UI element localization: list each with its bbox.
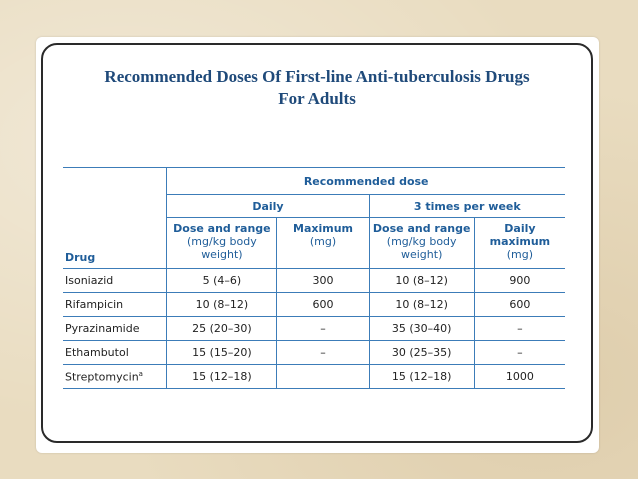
dose-table [63,167,565,389]
table-row [63,269,565,293]
table-row [63,365,565,389]
daily-max-column-header [277,218,369,269]
header-row-frequency [63,195,565,218]
weekly-dose: 10 (8–12) [369,269,474,293]
col-sub-text: (mg) [309,235,337,248]
drug-column-header: Drug [65,251,96,264]
dose-table-wrapper [63,167,565,389]
header-blank-2 [63,195,167,218]
drug-name-cell [63,365,167,389]
weekly-dose: 15 (12–18) [369,365,474,389]
weekly-max-column-header [474,218,565,269]
col-sub-text: weight) [400,248,443,261]
daily-dose: 15 (15–20) [167,341,277,365]
weekly-max: 600 [474,293,565,317]
daily-max [277,365,369,389]
weekly-max: – [474,341,565,365]
col-sub-text: (mg/kg body [187,235,257,248]
col-head-text: Maximum [293,222,353,235]
daily-max: 600 [277,293,369,317]
col-head-text: Dose and range [173,222,271,235]
daily-max: 300 [277,269,369,293]
col-head-text: Dose and range [372,222,471,235]
weekly-max: 900 [474,269,565,293]
daily-dose: 10 (8–12) [167,293,277,317]
col-sub-text: (mg/kg body [386,235,457,248]
table-row [63,293,565,317]
daily-dose: 25 (20–30) [167,317,277,341]
daily-dose-column-header [167,218,277,269]
daily-max: – [277,317,369,341]
header-row-recommended [63,168,565,195]
title-line-1: Recommended Doses Of First-line Anti-tuberculosis Drugs [104,67,530,86]
weekly-dose: 35 (30–40) [369,317,474,341]
weekly-max: – [474,317,565,341]
drug-name: Ethambutol [63,341,167,365]
weekly-max: 1000 [474,365,565,389]
col-head-text: Daily maximum [489,222,551,248]
daily-max: – [277,341,369,365]
header-blank [63,168,167,195]
recommended-dose-header: Recommended dose [167,168,565,195]
footnote-marker: a [138,369,143,378]
header-row-columns [63,218,565,269]
three-times-weekly-header: 3 times per week [369,195,565,218]
table-row [63,341,565,365]
weekly-dose: 30 (25–35) [369,341,474,365]
daily-dose: 5 (4–6) [167,269,277,293]
col-sub-text: weight) [201,248,243,261]
drug-name: Rifampicin [63,293,167,317]
weekly-dose-column-header [369,218,474,269]
slide-title [44,66,590,110]
drug-name: Streptomycin [65,370,139,384]
title-line-2: For Adults [278,89,356,108]
daily-header: Daily [167,195,369,218]
daily-dose: 15 (12–18) [167,365,277,389]
drug-name: Isoniazid [63,269,167,293]
weekly-dose: 10 (8–12) [369,293,474,317]
drug-name: Pyrazinamide [63,317,167,341]
col-sub-text: (mg) [506,248,534,261]
table-row [63,317,565,341]
